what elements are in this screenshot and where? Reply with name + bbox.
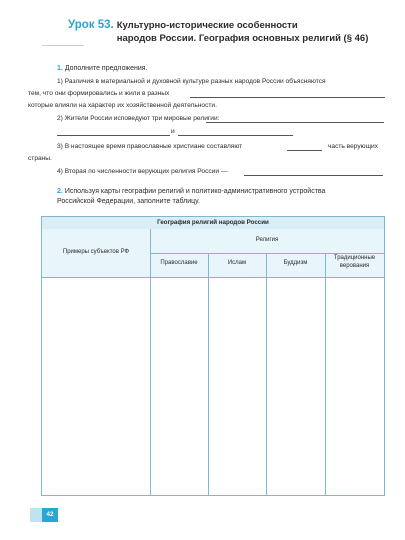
task1-item3-end: часть верующих [328, 143, 379, 150]
task1-item1-line1: 1) Различия в материальной и духовной культуре разных народов России объясняются [57, 78, 326, 85]
task1-item3-line2: страны. [28, 155, 52, 162]
answer-blank-item2b[interactable] [57, 135, 170, 136]
answer-blank-item2a[interactable] [206, 122, 384, 123]
answer-cell-subjects[interactable] [43, 278, 149, 494]
religion-table [41, 216, 385, 496]
task1-item4: 4) Вторая по численности верующих религия России — [57, 168, 228, 175]
answer-blank-item1[interactable] [190, 97, 385, 98]
lesson-title-line2: народов России. География основных религий (§ 46) [116, 33, 369, 44]
task2-line1 [57, 187, 325, 196]
group-header-religion: Религия [255, 237, 279, 243]
col-header-traditional-line1: Традиционные [333, 255, 376, 261]
task1-item2: 2) Жители России исповедуют три мировые религии: [57, 115, 220, 122]
lesson-number: Урок 53. [68, 19, 114, 31]
answer-blank-item4[interactable] [244, 175, 383, 176]
row-divider [150, 253, 384, 254]
task1-heading-text: Дополните предложения. [64, 65, 148, 72]
answer-cell-islam[interactable] [209, 278, 265, 494]
page-number: 42 [42, 508, 58, 522]
task2-number: 2. [57, 188, 63, 195]
answer-cell-buddhism[interactable] [267, 278, 324, 494]
table-title: География религий народов России [42, 217, 384, 230]
answer-cell-orthodox[interactable] [151, 278, 207, 494]
task2-line2: Российской Федерации, заполните таблицу. [57, 198, 200, 205]
page-number-strip [30, 508, 42, 522]
col-header-buddhism: Буддизм [283, 260, 308, 266]
title-rule [42, 45, 84, 46]
task1-item2-and: и [171, 128, 175, 135]
lesson-header [68, 19, 398, 45]
col-header-islam: Ислам [227, 260, 247, 266]
answer-blank-item3[interactable] [287, 150, 322, 151]
col-header-traditional-line2: верования [339, 262, 370, 269]
task2-text-line1: Используя карты географии религий и политико-административного устройства [64, 188, 326, 195]
task1-heading [57, 64, 147, 73]
answer-blank-item2c[interactable] [178, 135, 293, 136]
task1-item1-line2: тем, что они формировались и жили в разных [28, 90, 170, 97]
lesson-title-line1: Культурно-исторические особенности [116, 20, 298, 31]
col-header-traditional [325, 255, 384, 270]
task1-number: 1. [57, 65, 63, 72]
task1-item1-line3: которые влияли на характер их хозяйственной деятельности. [28, 102, 217, 109]
col-header-orthodox: Православие [160, 260, 198, 266]
answer-cell-traditional[interactable] [326, 278, 383, 494]
task1-item3-start: 3) В настоящее время православные христиане составляют [57, 143, 243, 150]
lesson-title [117, 19, 369, 45]
col-header-subjects: Примеры субъектов РФ [62, 249, 130, 255]
